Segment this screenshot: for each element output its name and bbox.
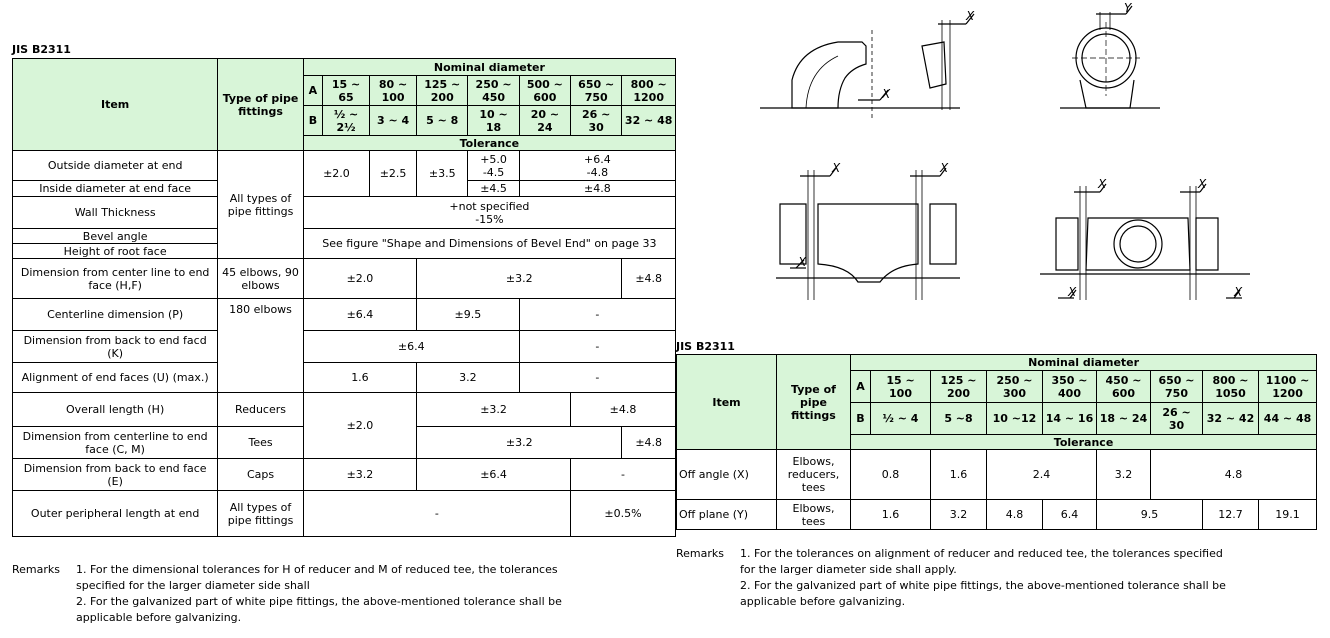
remarks-label: Remarks <box>12 563 60 576</box>
size-b-5: 20 ~ 24 <box>519 106 570 136</box>
type-elbows-45-90: 45 elbows, 90 elbows <box>218 259 304 299</box>
xa-2: 1.6 <box>931 450 987 500</box>
row-outer-peripheral: Outer peripheral length at end <box>13 491 218 537</box>
tolerance-table-2 <box>676 354 1317 530</box>
h-2: ±3.2 <box>417 393 571 427</box>
yp-5: 9.5 <box>1097 500 1203 530</box>
size-a-4: 250 ~ 450 <box>468 76 519 106</box>
size-a-3: 125 ~ 200 <box>417 76 468 106</box>
table1-code: JIS B2311 <box>12 43 71 56</box>
size-a-2: 80 ~ 100 <box>370 76 417 106</box>
fig-label-x: X <box>966 9 975 23</box>
p-1: ±6.4 <box>303 299 416 331</box>
yp-4: 6.4 <box>1043 500 1097 530</box>
od-1: ±2.0 <box>303 151 369 197</box>
size-b-7: 32 ~ 48 <box>622 106 676 136</box>
e-1: ±3.2 <box>303 459 416 491</box>
size-a-7: 800 ~ 1200 <box>622 76 676 106</box>
size2-a-7: 800 ~ 1050 <box>1203 371 1259 403</box>
size-b-2: 3 ~ 4 <box>370 106 417 136</box>
remark-1: 1. For the dimensional tolerances for H of reducer and M of reduced tee, the tolerances specified for the larger diameter side shall <box>76 563 558 592</box>
op-1: - <box>303 491 570 537</box>
h-3: ±4.8 <box>571 393 676 427</box>
size-a-6: 650 ~ 750 <box>571 76 622 106</box>
hf-1: ±2.0 <box>303 259 416 299</box>
nominal-header-2: Nominal diameter <box>851 355 1317 371</box>
type-all-types-2: All types of pipe fittings <box>218 491 304 537</box>
fig-label-x: X <box>1068 285 1077 299</box>
fig-label-y: Y <box>1124 1 1132 15</box>
type-tees: Tees <box>218 427 304 459</box>
xa-5: 4.8 <box>1151 450 1317 500</box>
size-a-1: 15 ~ 65 <box>323 76 370 106</box>
size-b-3: 5 ~ 8 <box>417 106 468 136</box>
size-b-1: ½ ~ 2½ <box>323 106 370 136</box>
fig-label-x: X <box>1234 285 1243 299</box>
type-caps: Caps <box>218 459 304 491</box>
yp-2: 3.2 <box>931 500 987 530</box>
size-b-6: 26 ~ 30 <box>571 106 622 136</box>
remark2-1: 1. For the tolerances on alignment of reducer and reduced tee, the tolerances specified for the larger diameter side shall apply. <box>740 547 1223 576</box>
yp-7: 19.1 <box>1259 500 1317 530</box>
fig-label-x: X <box>940 161 949 175</box>
size2-a-8: 1100 ~ 1200 <box>1259 371 1317 403</box>
type-all-types: All types of pipe fittings <box>218 151 304 259</box>
cm-2: ±3.2 <box>417 427 622 459</box>
h-common: ±2.0 <box>303 393 416 459</box>
od-2: ±2.5 <box>370 151 417 197</box>
table2-remarks <box>676 546 1286 616</box>
nominal-header: Nominal diameter <box>303 59 675 76</box>
xa-3: 2.4 <box>987 450 1097 500</box>
wall-value: +not specified -15% <box>303 197 675 229</box>
u-3: - <box>519 363 675 393</box>
type-reducers: Reducers <box>218 393 304 427</box>
size-b-4: 10 ~ 18 <box>468 106 519 136</box>
fig-label-x: X <box>832 161 841 175</box>
u-1: 1.6 <box>303 363 416 393</box>
row-overall-length: Overall length (H) <box>13 393 218 427</box>
p-2: ±9.5 <box>417 299 520 331</box>
od-4: +5.0 -4.5 <box>468 151 519 181</box>
od-5: +6.4 -4.8 <box>519 151 675 181</box>
row-off-plane: Off plane (Y) <box>677 500 777 530</box>
hf-3: ±4.8 <box>622 259 676 299</box>
row-dim-center: Dimension from center line to end face (H,F) <box>13 259 218 299</box>
row-a-label: A <box>303 76 322 106</box>
size2-b-7: 32 ~ 42 <box>1203 403 1259 435</box>
xa-4: 3.2 <box>1097 450 1151 500</box>
fig-label-x: X <box>798 255 807 269</box>
size2-a-6: 650 ~ 750 <box>1151 371 1203 403</box>
item-header-2: Item <box>677 355 777 450</box>
fig-label-x: X <box>882 87 891 101</box>
yp-3: 4.8 <box>987 500 1043 530</box>
op-2: ±0.5% <box>571 491 676 537</box>
row-wall-thickness: Wall Thickness <box>13 197 218 229</box>
row-bevel-angle: Bevel angle <box>13 229 218 244</box>
xa-1: 0.8 <box>851 450 931 500</box>
bevel-value: See figure "Shape and Dimensions of Bevel End" on page 33 <box>303 229 675 259</box>
e-2: ±6.4 <box>417 459 571 491</box>
type-off-plane: Elbows, tees <box>777 500 851 530</box>
p-3: - <box>519 299 675 331</box>
row-alignment: Alignment of end faces (U) (max.) <box>13 363 218 393</box>
table1-remarks <box>12 562 612 632</box>
row-root-face: Height of root face <box>13 244 218 259</box>
size-a-5: 500 ~ 600 <box>519 76 570 106</box>
remarks-label-2: Remarks <box>676 547 724 560</box>
row-b-label-2: B <box>851 403 871 435</box>
hf-2: ±3.2 <box>417 259 622 299</box>
item-header: Item <box>13 59 218 151</box>
row-dim-centerline-cm: Dimension from centerline to end face (C, M) <box>13 427 218 459</box>
fig-label-x: X <box>1098 177 1107 191</box>
remark2-2: 2. For the galvanized part of white pipe fittings, the above-mentioned tolerance shall be applicable before galvanizing. <box>740 579 1226 608</box>
tolerance-table-1 <box>12 58 676 537</box>
id-5: ±4.8 <box>519 181 675 197</box>
row-a-label-2: A <box>851 371 871 403</box>
remark-2: 2. For the galvanized part of white pipe fittings, the above-mentioned tolerance shall be applicable before galvanizing. <box>76 595 562 624</box>
tolerance-header: Tolerance <box>303 136 675 151</box>
id-4: ±4.5 <box>468 181 519 197</box>
type-header: Type of pipe fittings <box>218 59 304 151</box>
size2-b-5: 18 ~ 24 <box>1097 403 1151 435</box>
row-b-label: B <box>303 106 322 136</box>
type-180-elbows: 180 elbows <box>218 299 304 393</box>
u-2: 3.2 <box>417 363 520 393</box>
size2-b-4: 14 ~ 16 <box>1043 403 1097 435</box>
size2-b-1: ½ ~ 4 <box>871 403 931 435</box>
tolerance-header-2: Tolerance <box>851 435 1317 450</box>
fig-label-x: X <box>1198 177 1207 191</box>
type-header-2: Type of pipe fittings <box>777 355 851 450</box>
k-1: ±6.4 <box>303 331 519 363</box>
cm-3: ±4.8 <box>622 427 676 459</box>
row-outside-diameter: Outside diameter at end <box>13 151 218 181</box>
size2-b-3: 10 ~12 <box>987 403 1043 435</box>
yp-1: 1.6 <box>851 500 931 530</box>
size2-a-5: 450 ~ 600 <box>1097 371 1151 403</box>
row-dim-back-e: Dimension from back to end face (E) <box>13 459 218 491</box>
size2-a-3: 250 ~ 300 <box>987 371 1043 403</box>
size2-a-1: 15 ~ 100 <box>871 371 931 403</box>
row-centerline: Centerline dimension (P) <box>13 299 218 331</box>
table2-code: JIS B2311 <box>676 340 735 353</box>
size2-b-2: 5 ~8 <box>931 403 987 435</box>
size2-b-6: 26 ~ 30 <box>1151 403 1203 435</box>
row-inside-diameter: Inside diameter at end face <box>13 181 218 197</box>
size2-b-8: 44 ~ 48 <box>1259 403 1317 435</box>
size2-a-4: 350 ~ 400 <box>1043 371 1097 403</box>
yp-6: 12.7 <box>1203 500 1259 530</box>
od-3: ±3.5 <box>417 151 468 197</box>
type-off-angle: Elbows, reducers, tees <box>777 450 851 500</box>
row-dim-back-k: Dimension from back to end facd (K) <box>13 331 218 363</box>
e-3: - <box>571 459 676 491</box>
k-2: - <box>519 331 675 363</box>
size2-a-2: 125 ~ 200 <box>931 371 987 403</box>
row-off-angle: Off angle (X) <box>677 450 777 500</box>
